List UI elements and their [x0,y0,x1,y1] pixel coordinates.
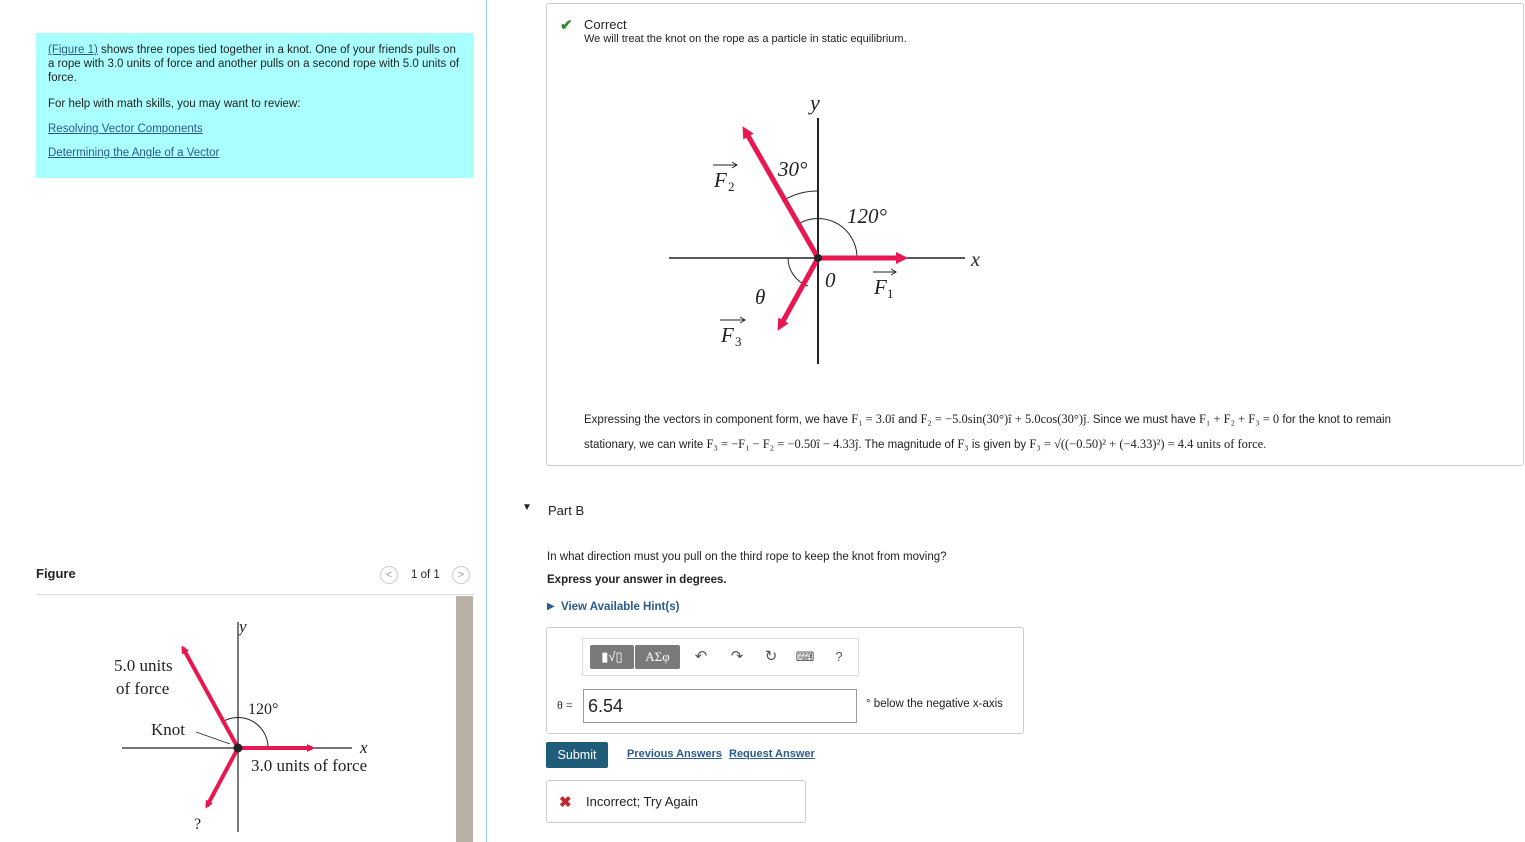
svg-text:F: F [721,323,734,347]
column-divider [486,0,487,842]
explain-math: F₂ = −5.0sin(30°)î + 5.0cos(30°)ĵ [920,412,1087,426]
redo-icon[interactable]: ↷ [730,648,744,665]
explain-text: . [1263,439,1267,451]
diagram-zero-label: 0 [825,268,836,292]
incorrect-feedback-box [546,780,806,823]
svg-text:1: 1 [887,286,894,301]
intro-box [36,33,474,178]
explain-text: . The magnitude of [858,439,958,451]
f2-label [713,162,737,194]
undo-icon[interactable]: ↶ [694,648,708,665]
figure-label: Figure [36,566,76,581]
explain-text: for the knot to remain [1279,414,1391,426]
part-b-instruction: Express your answer in degrees. [547,574,727,586]
unknown-force-label: ? [194,816,202,833]
explain-math: F₃ = √((−0.50)² + (−4.33)²) = 4.4 units of force [1029,437,1264,451]
check-icon: ✔ [560,17,573,34]
link-resolving-vector-components[interactable]: Resolving Vector Components [48,123,203,135]
help-icon[interactable]: ? [835,649,843,664]
f2-vector [747,134,818,258]
explain-math: F₃ [957,437,969,451]
diagram-y-label: y [810,90,820,115]
diagram-arc-30 [784,191,818,200]
figure-prev-button[interactable]: < [380,566,398,584]
figure-scrollbar[interactable] [456,596,473,842]
part-b-label[interactable]: Part B [548,503,585,518]
math-toolbar [582,638,859,676]
knot-leader-line [196,732,230,744]
request-answer-link[interactable]: Request Answer [729,748,815,760]
figure-y-label: y [239,617,247,636]
rope3-vector [207,748,238,806]
svg-text:F: F [874,275,887,299]
explain-math: F₁ + F₂ + F₃ = 0 [1199,412,1280,426]
help-text: For help with math skills, you may want to review: [48,98,301,110]
explain-text: . Since we must have [1086,414,1200,426]
theta-label: θ = [557,698,573,712]
view-hints-link[interactable]: View Available Hint(s) [561,601,680,613]
rope2-label-line2: of force [116,679,170,698]
link-determining-angle[interactable]: Determining the Angle of a Vector [48,147,220,159]
greek-symbols-button[interactable]: ΑΣφ [635,645,680,669]
diagram-theta-label: θ [755,285,766,309]
answer-input[interactable] [583,689,857,723]
figure-x-label: x [360,738,368,757]
explain-math: F₁ = 3.0î [851,412,895,426]
knot-label: Knot [151,720,185,739]
feedback-subtitle: We will treat the knot on the rope as a particle in static equilibrium. [584,33,907,45]
part-b-toggle-icon[interactable]: ▼ [522,502,532,513]
previous-answers-link[interactable]: Previous Answers [627,748,722,760]
explain-text: and [894,414,921,426]
diagram-origin-dot [814,254,822,262]
correct-feedback-box [546,3,1524,466]
diagram-angle30-label: 30° [778,157,808,181]
explain-text: Expressing the vectors in component form, we have [584,414,852,426]
diagram-x-label: x [971,249,980,271]
templates-button[interactable]: ▮√▯ [590,645,634,669]
rope1-label: 3.0 units of force [251,756,368,775]
figure-next-button[interactable]: > [452,566,470,584]
explain-math: F₃ = −F₁ − F₂ = −0.50î − 4.33ĵ [706,437,859,451]
feedback-title: Correct [584,17,627,32]
submit-button[interactable]: Submit [546,742,608,768]
answer-unit-label: ° below the negative x-axis [866,698,1003,710]
figure-knot-diagram [90,610,410,842]
svg-text:F: F [714,168,727,192]
svg-text:2: 2 [728,179,735,194]
explain-text: stationary, we can write [584,439,707,451]
figure-counter: 1 of 1 [411,569,440,581]
keyboard-icon[interactable]: ⌨ [795,649,815,664]
knot-dot [234,744,243,753]
diagram-angle120-label: 120° [847,204,887,228]
f3-vector [782,258,818,323]
f1-label [873,269,896,301]
explanation-line-2 [584,437,1266,452]
explanation-line-1 [584,412,1391,427]
rope2-label-line1: 5.0 units [114,656,173,675]
figure-header [36,560,474,595]
figure-angle-label: 120° [248,701,279,718]
intro-paragraph [48,43,462,85]
incorrect-message: Incorrect; Try Again [586,794,698,809]
hint-toggle-icon[interactable]: ▶ [547,601,555,612]
reset-icon[interactable]: ↻ [764,648,778,665]
intro-text: shows three ropes tied together in a knot. One of your friends pulls on a rope with 3.0 units of force and another pulls on a second rope with 5.0 units of force. [48,44,460,84]
part-b-question: In what direction must you pull on the third rope to keep the knot from moving? [547,551,947,563]
feedback-vector-diagram [657,86,997,366]
answer-box [546,627,1024,734]
incorrect-x-icon: ✖ [559,794,572,811]
explain-text: is given by [968,439,1030,451]
svg-text:3: 3 [735,334,742,349]
figure-link[interactable]: (Figure 1) [48,44,98,56]
rope2-vector [183,648,238,748]
f3-label [720,317,745,349]
